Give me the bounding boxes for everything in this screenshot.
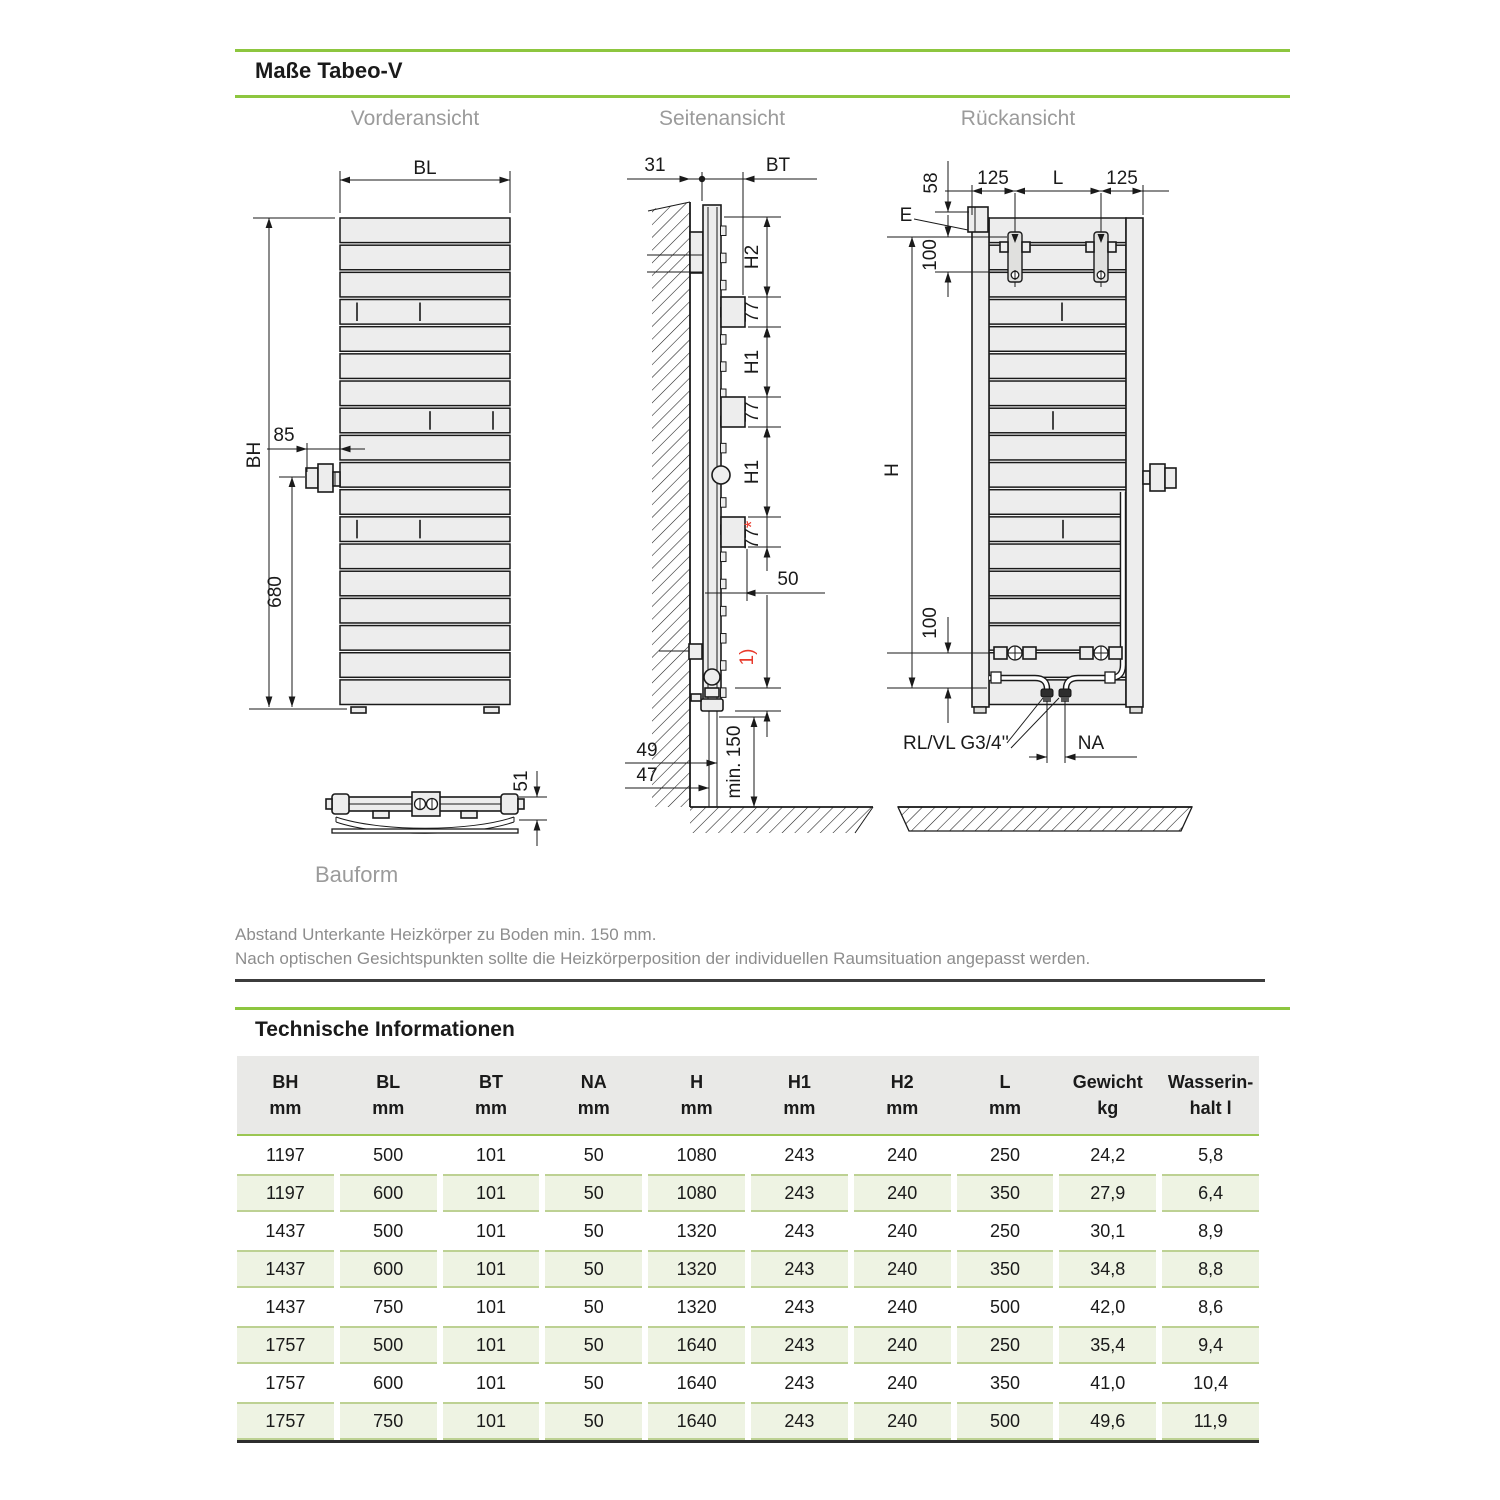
note-line: Nach optischen Gesichtspunkten sollte die Heizkörperposition der individuellen Raumsituation angepasst werden. [235, 949, 1091, 968]
table-cell: 500 [957, 1402, 1054, 1440]
table-cell: 1080 [676, 1144, 717, 1165]
table-cell: 101 [443, 1326, 540, 1364]
radiator-slat [989, 381, 1126, 406]
radiator-foot [974, 707, 986, 713]
section-divider [235, 979, 1265, 982]
column-header: BH mm [269, 1072, 302, 1118]
dim-label-bt: BT [765, 155, 791, 176]
slat-edge [721, 688, 727, 698]
table-cell: 600 [373, 1372, 404, 1393]
slat-edge [721, 579, 727, 589]
table-cell: 243 [784, 1296, 815, 1317]
mounting-bracket-lower [994, 646, 1036, 660]
dim-label-58: 58 [921, 172, 942, 194]
table-cell: 9,4 [1162, 1326, 1259, 1364]
connection-label: RL/VL G3/4'' [903, 733, 1009, 754]
table-cell: 600 [340, 1250, 437, 1288]
slat-edge [721, 661, 727, 671]
radiator-foot [484, 707, 499, 713]
table-cell: 243 [784, 1220, 815, 1241]
radiator-slat [989, 463, 1126, 488]
radiator-slat [989, 408, 1126, 433]
side-rail [1126, 218, 1143, 707]
slat-edge [721, 606, 727, 616]
table-cell: 350 [957, 1174, 1054, 1212]
note-line: Abstand Unterkante Heizkörper zu Boden min. 150 mm. [235, 925, 657, 944]
dim-label-h1: H1 [742, 459, 763, 485]
radiator-foot [1130, 707, 1142, 713]
wall-bracket [690, 232, 703, 273]
table-cell: 101 [443, 1402, 540, 1440]
table-cell: 500 [340, 1326, 437, 1364]
dim-label-77-star: 77* [742, 520, 763, 550]
table-row [237, 1136, 1259, 1174]
table-cell: 50 [583, 1144, 604, 1165]
table-cell: 50 [583, 1372, 604, 1393]
table-cell: 500 [373, 1144, 404, 1165]
dim-label-h2: H2 [742, 244, 763, 270]
table-cell: 41,0 [1090, 1372, 1126, 1393]
radiator-slat [340, 408, 510, 433]
slat-edge [721, 498, 727, 508]
table-cell: 1437 [237, 1250, 334, 1288]
radiator-slat [340, 435, 510, 460]
front-view-drawing [244, 158, 510, 713]
view-label-front: Vorderansicht [350, 107, 480, 130]
table-cell: 350 [989, 1372, 1021, 1393]
table-cell: 250 [989, 1220, 1021, 1241]
front-slats [340, 218, 510, 704]
table-cell: 50 [545, 1250, 642, 1288]
slat-edge [721, 443, 727, 453]
radiator-slat [340, 245, 510, 270]
radiator-slat [340, 272, 510, 297]
side-rail [972, 218, 989, 707]
table-cell: 27,9 [1059, 1174, 1156, 1212]
table-cell: 8,6 [1198, 1296, 1224, 1317]
rear-view-drawing [882, 161, 1192, 831]
dimension-drawing [235, 145, 1300, 910]
technical-table [237, 1056, 1259, 1443]
table-cell: 240 [887, 1296, 918, 1317]
curved-slat [336, 817, 514, 828]
table-cell: 5,8 [1198, 1144, 1224, 1165]
view-label-rear: Rückansicht [960, 107, 1076, 130]
radiator-slat [989, 354, 1126, 379]
vent-hook [968, 207, 988, 232]
table-cell: 10,4 [1193, 1372, 1229, 1393]
bottom-connection [691, 669, 723, 807]
slat-edge [721, 335, 727, 345]
radiator-slat [340, 490, 510, 515]
table-cell: 750 [373, 1296, 404, 1317]
rear-slats [989, 218, 1126, 704]
table-header-row [237, 1056, 1259, 1136]
table-row [237, 1212, 1259, 1250]
slat-edge [721, 280, 727, 290]
section-divider [235, 95, 1290, 98]
floor-hatch [690, 807, 873, 833]
table-cell: 240 [854, 1250, 951, 1288]
radiator-foot [351, 707, 366, 713]
table-cell: 101 [475, 1220, 507, 1241]
dim-label-31: 31 [644, 155, 666, 176]
dim-label-50: 50 [777, 569, 799, 590]
table-cell: 240 [887, 1220, 918, 1241]
section-divider [235, 1007, 1290, 1010]
table-cell: 8,8 [1162, 1250, 1259, 1288]
table-body [237, 1136, 1259, 1443]
column-header: Gewicht kg [1072, 1072, 1143, 1118]
mounting-bracket-lower [1080, 646, 1122, 660]
table-cell: 50 [545, 1174, 642, 1212]
table-cell: 250 [957, 1326, 1054, 1364]
wall-hatch [652, 202, 690, 807]
table-cell: 243 [751, 1326, 848, 1364]
dim-label-min150: min. 150 [724, 725, 745, 799]
dim-label-100: 100 [920, 239, 941, 271]
slat-edge [721, 226, 727, 236]
table-cell: 1640 [676, 1372, 717, 1393]
table-row [237, 1326, 1259, 1364]
radiator-slat [989, 544, 1126, 569]
page-title: Maße Tabeo-V [255, 58, 403, 83]
radiator-slat [989, 626, 1126, 651]
dim-label-125: 125 [977, 168, 1009, 189]
table-cell: 50 [583, 1296, 604, 1317]
radiator-slat [340, 653, 510, 678]
table-cell: 243 [751, 1402, 848, 1440]
table-cell: 1197 [266, 1144, 305, 1165]
dim-label-100: 100 [920, 607, 941, 639]
radiator-slat [340, 381, 510, 406]
radiator-slat [989, 300, 1126, 325]
dim-label-bh: BH [244, 441, 265, 469]
floor-hatch [898, 807, 1192, 831]
radiator-slat [340, 300, 510, 325]
table-cell: 243 [751, 1174, 848, 1212]
dim-label-l: L [1052, 168, 1064, 189]
column-header: Wasserin- halt l [1167, 1072, 1254, 1118]
table-cell: 1437 [265, 1296, 306, 1317]
table-cell: 243 [751, 1250, 848, 1288]
table-cell: 1757 [237, 1326, 334, 1364]
radiator-slat [340, 327, 510, 352]
dim-label-77: 77 [742, 401, 763, 423]
dim-label-e: E [899, 205, 913, 226]
slat-edge [721, 552, 727, 562]
table-row [237, 1364, 1259, 1402]
table-cell: 1640 [648, 1402, 745, 1440]
radiator-slat [989, 435, 1126, 460]
dim-label-125: 125 [1106, 168, 1138, 189]
radiator-slat [340, 680, 510, 705]
table-cell: 1197 [237, 1174, 334, 1212]
table-cell: 600 [340, 1174, 437, 1212]
table-cell: 500 [373, 1220, 404, 1241]
table-cell: 240 [854, 1174, 951, 1212]
table-cell: 1080 [648, 1174, 745, 1212]
table-cell: 240 [854, 1402, 951, 1440]
table-cell: 50 [545, 1402, 642, 1440]
radiator-slat [340, 544, 510, 569]
wall-bracket [689, 644, 702, 659]
section-divider [235, 49, 1290, 52]
dim-label-85: 85 [273, 425, 295, 446]
column-header: L mm [988, 1072, 1021, 1118]
table-cell: 101 [443, 1250, 540, 1288]
table-cell: 240 [887, 1144, 918, 1165]
table-cell: 500 [989, 1296, 1021, 1317]
table-cell: 101 [443, 1174, 540, 1212]
dim-label-bl: BL [413, 158, 437, 179]
footnote-marker: 1) [737, 648, 758, 666]
radiator-slat [340, 463, 510, 488]
table-cell: 1320 [676, 1296, 717, 1317]
table-cell: 6,4 [1162, 1174, 1259, 1212]
table-cell: 1320 [676, 1220, 717, 1241]
slat-edge [721, 253, 727, 262]
slat-edge [721, 362, 727, 372]
radiator-slat [989, 571, 1126, 596]
table-cell: 50 [545, 1326, 642, 1364]
table-cell: 34,8 [1059, 1250, 1156, 1288]
table-cell: 49,6 [1059, 1402, 1156, 1440]
table-title: Technische Informationen [255, 1018, 515, 1041]
radiator-slat [340, 218, 510, 243]
radiator-slat [340, 626, 510, 651]
valve [306, 464, 340, 492]
table-cell: 1437 [265, 1220, 306, 1241]
table-row [237, 1402, 1259, 1440]
table-cell: 35,4 [1059, 1326, 1156, 1364]
table-row [237, 1288, 1259, 1326]
radiator-profile [703, 205, 721, 710]
column-header: BT mm [474, 1072, 507, 1118]
dim-label-47: 47 [636, 765, 658, 786]
side-view-drawing [625, 155, 873, 833]
slat-edge [721, 634, 727, 644]
dim-label-77: 77 [742, 301, 763, 323]
radiator-slat [340, 571, 510, 596]
table-cell: 101 [475, 1372, 507, 1393]
table-row [237, 1250, 1259, 1288]
column-header: NA mm [577, 1072, 610, 1118]
dim-label-49: 49 [636, 740, 658, 761]
table-cell: 243 [784, 1144, 815, 1165]
column-header: H mm [680, 1072, 713, 1118]
column-header: H1 mm [783, 1072, 816, 1118]
table-cell: 101 [475, 1144, 507, 1165]
column-header: BL mm [372, 1072, 405, 1118]
radiator-slat [340, 598, 510, 623]
table-cell: 8,9 [1198, 1220, 1224, 1241]
table-cell: 1757 [237, 1402, 334, 1440]
valve-side [712, 466, 730, 484]
radiator-slat [989, 598, 1126, 623]
radiator-slat [989, 327, 1126, 352]
radiator-slat [989, 517, 1126, 542]
table-cell: 1640 [648, 1326, 745, 1364]
table-cell: 24,2 [1090, 1144, 1126, 1165]
radiator-slat [340, 517, 510, 542]
column-header: H2 mm [886, 1072, 919, 1118]
view-label-bottom: Bauform [315, 862, 399, 887]
table-cell: 1320 [648, 1250, 745, 1288]
table-cell: 11,9 [1162, 1402, 1259, 1440]
view-label-side: Seitenansicht [658, 107, 786, 130]
table-cell: 50 [583, 1220, 604, 1241]
table-cell: 350 [957, 1250, 1054, 1288]
table-cell: 101 [475, 1296, 507, 1317]
valve [1143, 464, 1176, 491]
table-cell: 243 [784, 1372, 815, 1393]
table-row [237, 1174, 1259, 1212]
bottom-view-drawing [315, 770, 547, 887]
table-cell: 240 [887, 1372, 918, 1393]
dim-label-680: 680 [265, 576, 286, 608]
table-cell: 240 [854, 1326, 951, 1364]
table-cell: 42,0 [1090, 1296, 1126, 1317]
dim-label-h: H [882, 463, 903, 477]
dim-label-na: NA [1077, 733, 1105, 754]
table-cell: 750 [340, 1402, 437, 1440]
table-cell: 250 [989, 1144, 1021, 1165]
table-cell: 1757 [265, 1372, 306, 1393]
radiator-slat [989, 490, 1126, 515]
dim-label-h1: H1 [742, 349, 763, 375]
table-cell: 30,1 [1090, 1220, 1126, 1241]
radiator-slat [340, 354, 510, 379]
dim-label-51: 51 [511, 770, 532, 792]
